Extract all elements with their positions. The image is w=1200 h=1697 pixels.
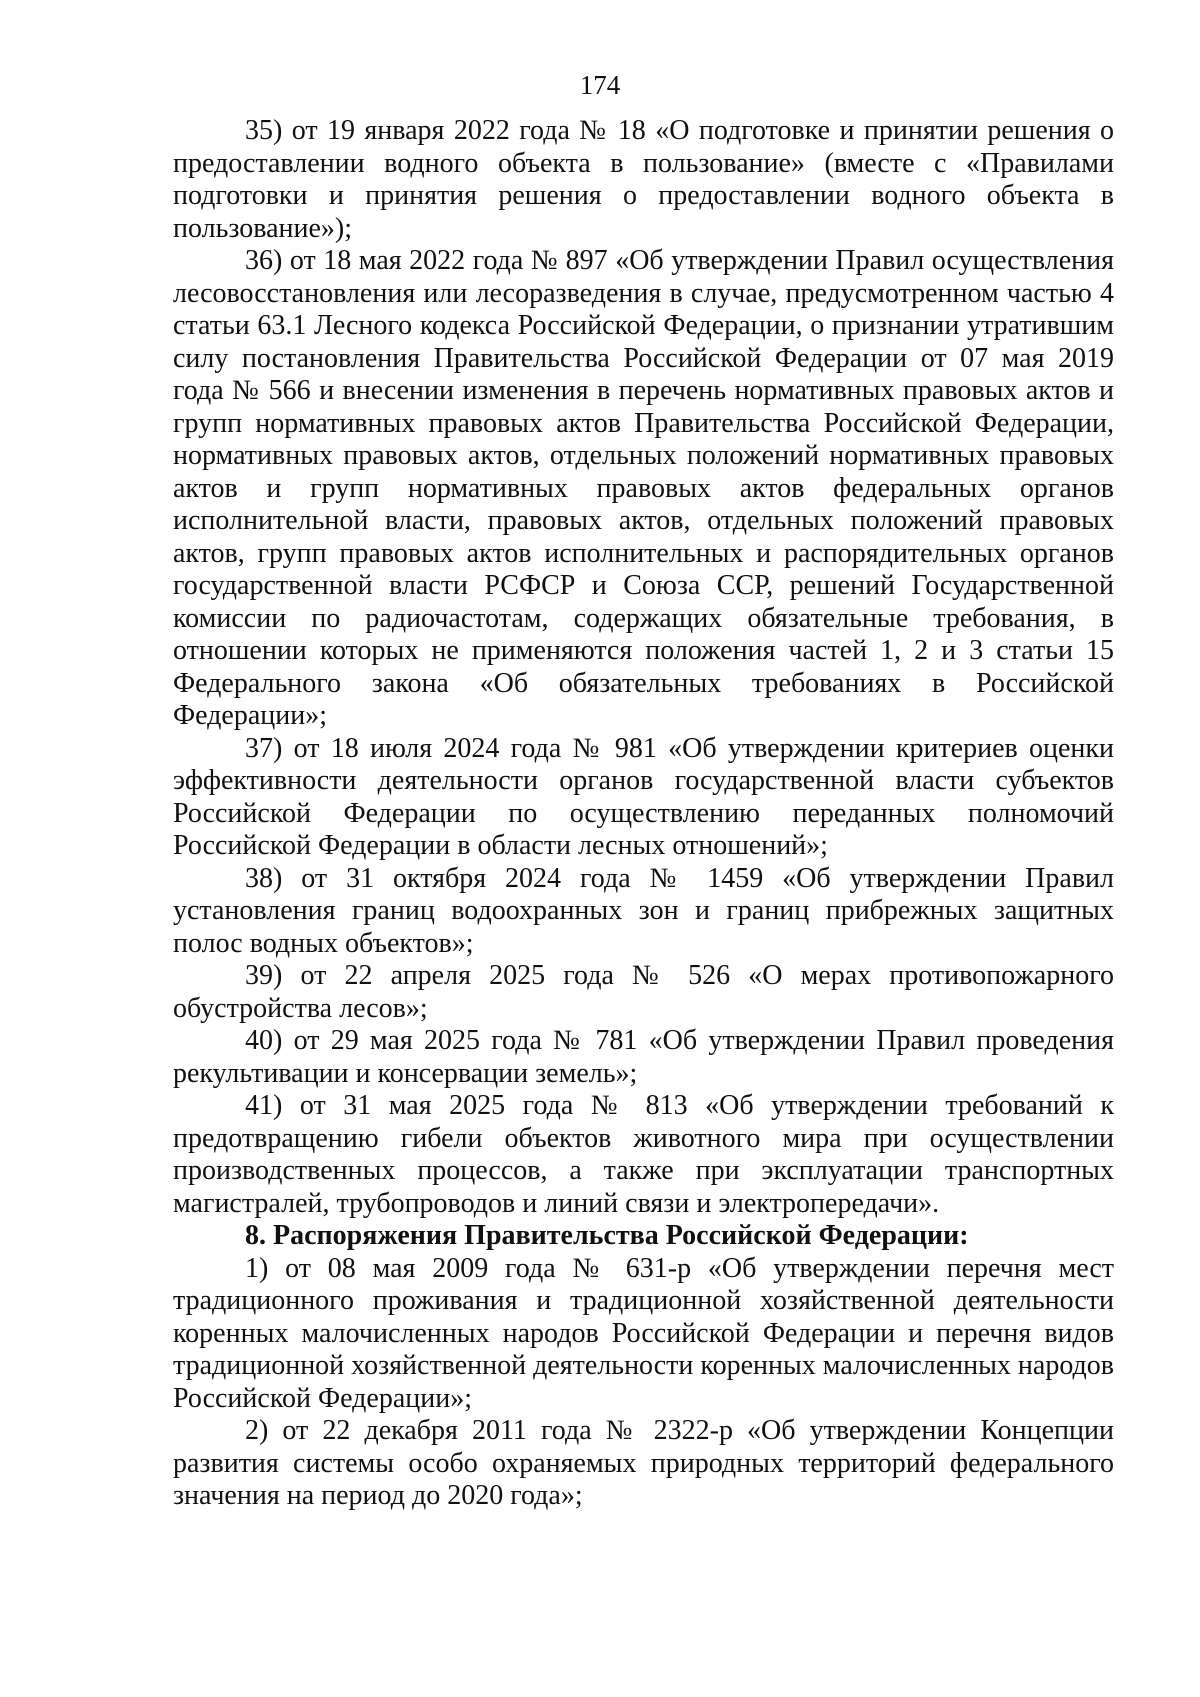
section-heading: 8. Распоряжения Правительства Российской Федерации: (245, 1220, 969, 1251)
list-item-39: 39) от 22 апреля 2025 года № 526 «О мерах противопожарного обустройства лесов»; (173, 960, 1114, 1024)
list-item-35: 35) от 19 января 2022 года № 18 «О подготовке и принятии решения о предоставлении водного объекта в пользование» (вместе с «Правилами подготовки и принятия решения о предоставлении водного объекта в пользование»); (173, 115, 1114, 244)
list-item-41: 41) от 31 мая 2025 года № 813 «Об утверждении требований к предотвращению гибели объектов животного мира при осуществлении производственных процессов, а также при эксплуатации транспортных магистралей, трубопроводов и линий связи и электропередачи». (173, 1090, 1114, 1219)
list-item-38: 38) от 31 октября 2024 года № 1459 «Об утверждении Правил установления границ водоохранных зон и границ прибрежных защитных полос водных объектов»; (173, 862, 1114, 959)
page-number: 174 (579, 70, 621, 100)
section-list-item-2: 2) от 22 декабря 2011 года № 2322-р «Об утверждении Концепции развития системы особо охраняемых природных территорий федерального значения на период до 2020 года»; (173, 1415, 1114, 1511)
section-list-item-1: 1) от 08 мая 2009 года № 631-р «Об утверждении перечня мест традиционного проживания и традиционной хозяйственной деятельности коренных малочисленных народов Российской Федерации и перечня видов традиционной хозяйственной деятельности коренных малочисленных народов Российской Федерации»; (173, 1252, 1114, 1414)
list-item-40: 40) от 29 мая 2025 года № 781 «Об утверждении Правил проведения рекультивации и консервации земель»; (173, 1025, 1114, 1089)
list-item-36: 36) от 18 мая 2022 года № 897 «Об утверждении Правил осуществления лесовосстановления или лесоразведения в случае, предусмотренном частью 4 статьи 63.1 Лесного кодекса Российской Федерации, о признании утратившим силу постановления Правительства Российской Федерации от 07 мая 2019 года № 566 и внесении изменения в перечень нормативных правовых актов и групп нормативных правовых актов Правительства Российской Федерации, нормативных правовых актов, отдельных положений нормативных правовых актов и групп нормативных правовых актов федеральных органов исполнительной власти, правовых актов, отдельных положений правовых актов, групп правовых актов исполнительных и распорядительных органов государственной власти РСФСР и Союза ССР, решений Государственной комиссии по радиочастотам, содержащих обязательные требования, в отношении которых не применяются положения частей 1, 2 и 3 статьи 15 Федерального закона «Об обязательных требованиях в Российской Федерации»; (173, 245, 1114, 731)
list-item-37: 37) от 18 июля 2024 года № 981 «Об утверждении критериев оценки эффективности деятельности органов государственной власти субъектов Российской Федерации по осуществлению переданных полномочий Российской Федерации в области лесных отношений»; (173, 732, 1114, 861)
document-body (173, 115, 1114, 1513)
